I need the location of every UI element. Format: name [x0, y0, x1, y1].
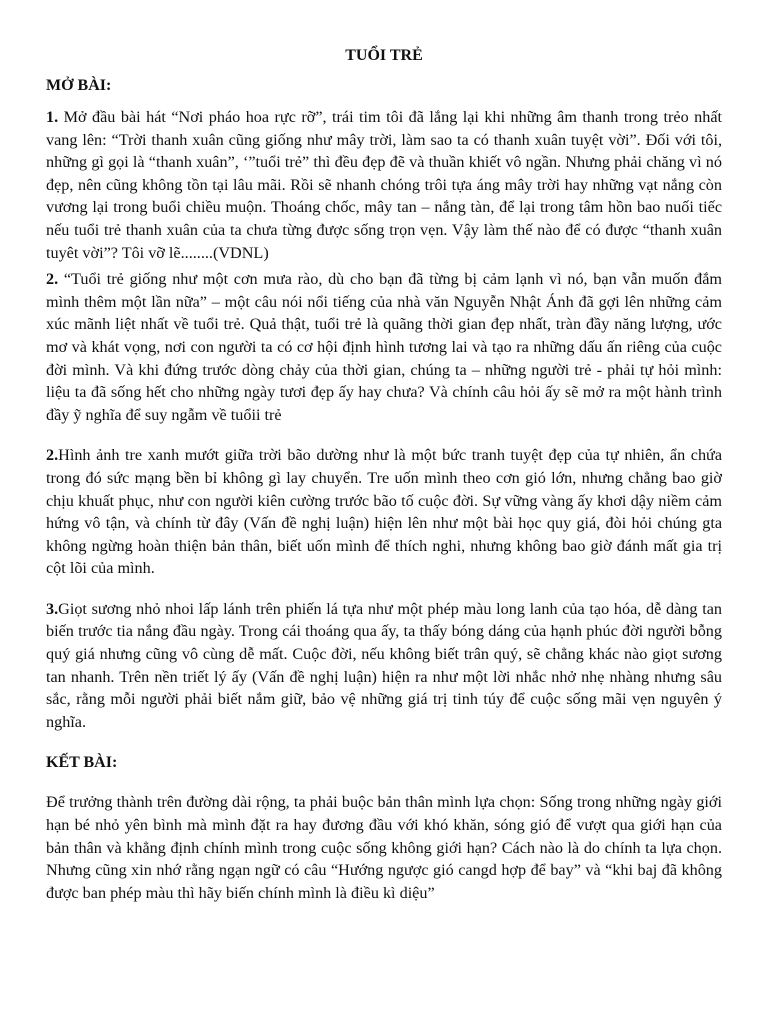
conclusion-paragraph: Để trưởng thành trên đường dài rộng, ta phải buộc bản thân mình lựa chọn: Sống trong những ngày giới hạn bé nhỏ yên bình mà mình đặt ra hay đương đầu với khó khăn, sóng gió để vượt qua giới hạn của bản thân và khẳng định chính mình trong cuộc sống không giới hạn? Cách nào là do chính ta lựa chọn. Nhưng cũng xin nhớ rằng ngạn ngữ có câu “Hướng ngược gió cangd hợp để bay” và “khi baj đã không được ban phép màu thì hãy biến chính mình là điều kì diệu” — [46, 793, 722, 902]
paragraph-number: 2. — [46, 446, 59, 465]
intro-paragraph-2 — [46, 268, 722, 426]
document-title: TUỔI TRẺ — [345, 47, 423, 64]
paragraph-number: 2. — [46, 270, 59, 289]
document-page — [46, 46, 722, 904]
paragraph-text: Hình ảnh tre xanh mướt giữa trời bão dường như là một bức tranh tuyệt đẹp của tự nhiên, ẩn chứa trong đó sức mạng bền bỉ không gì lay chuyển. Tre uốn mình theo cơn gió lớn, nhưng chẳng bao giờ chịu khuất phục, như con người kiên cường trước bão tố cuộc đời. Sự vững vàng ấy khơi dậy niềm cảm hứng vô tận, và chính từ đây (Vấn đề nghị luận) hiện lên như một bài học quy giá, đòi hỏi chúng gta không ngừng hoàn thiện bản thân, biết uốn mình để thích nghi, nhưng không bao giờ đánh mất gia trị cột lõi của mình. — [46, 446, 722, 578]
paragraph-text: Mở đầu bài hát “Nơi pháo hoa rực rỡ”, trái tim tôi đã lắng lại khi những âm thanh trong trẻo nhất vang lên: “Trời thanh xuân cũng giống như mây trời, làm sao ta có thanh xuân tuyệt vời”. Đối với tôi, những gì gọi là “thanh xuân”, ‘”tuổi trẻ” thì đều đẹp đẽ và thuần khiết vô ngần. Nhưng phải chăng vì nó đẹp, nên cũng không tồn tại lâu mãi. Rồi sẽ nhanh chóng trôi tựa áng mây trời hay những vạt nắng còn vương lại trong buổi chiều muộn. Thoáng chốc, mây tan – nắng tàn, để lại trong tâm hồn bao nuối tiếc nếu tuổi trẻ thanh xuân của ta chưa từng được sống trọn vẹn. Vậy làm thế nào để có được “thanh xuân tuyêt vời”? Tôi vỡ lẽ........(VDNL) — [46, 108, 722, 262]
paragraph-number: 3. — [46, 599, 59, 618]
intro-paragraph-4 — [46, 598, 722, 734]
intro-paragraph-3 — [46, 444, 722, 580]
paragraph-text: “Tuổi trẻ giống như một cơn mưa rào, dù cho bạn đã từng bị cảm lạnh vì nó, bạn vẫn muốn đắm mình thêm một lần nữa” – một câu nói nổi tiếng của nhà văn Nguyễn Nhật Ánh đã gợi lên những cảm xúc mãnh liệt nhất về tuổi trẻ. Quả thật, tuổi trẻ là quãng thời gian đẹp nhất, tràn đầy năng lượng, ước mơ và khát vọng, nơi con người ta có cơ hội định hình tương lai và tạo ra những dấu ấn riêng của cuộc đời mình. Và khi đứng trước dòng chảy của thời gian, chúng ta – những người trẻ - phải tự hỏi mình: liệu ta đã sống hết cho những ngày tươi đẹp ấy hay chưa? Và chính câu hỏi ấy sẽ mở ra một hành trình đầy ỹ nghĩa để suy ngẫm về tuổii trẻ — [46, 270, 722, 424]
intro-heading: MỞ BÀI: — [46, 77, 112, 94]
intro-paragraph-1 — [46, 106, 722, 264]
paragraph-text: Giọt sương nhỏ nhoi lấp lánh trên phiến lá tựa như một phép màu long lanh của tạo hóa, dễ dàng tan biến trước tia nắng đầu ngày. Trong cái thoáng qua ấy, ta thấy bóng dáng của hạnh phúc đời người bỗng quý giá nhưng cũng vô cùng dễ mất. Cuộc đời, nếu không biết trân quý, sẽ chẳng khác nào giọt sương tan nhanh. Trên nền triết lý ấy (Vấn đề nghị luận) hiện ra như một lời nhắc nhở nhẹ nhàng nhưng sâu sắc, rằng mỗi người phải biết nắm giữ, bảo vệ những giá trị tinh túy để cuộc sống mãi vẹn nguyên ý nghĩa. — [46, 599, 722, 731]
conclusion-heading: KẾT BÀI: — [46, 754, 118, 772]
paragraph-number: 1. — [46, 108, 59, 126]
